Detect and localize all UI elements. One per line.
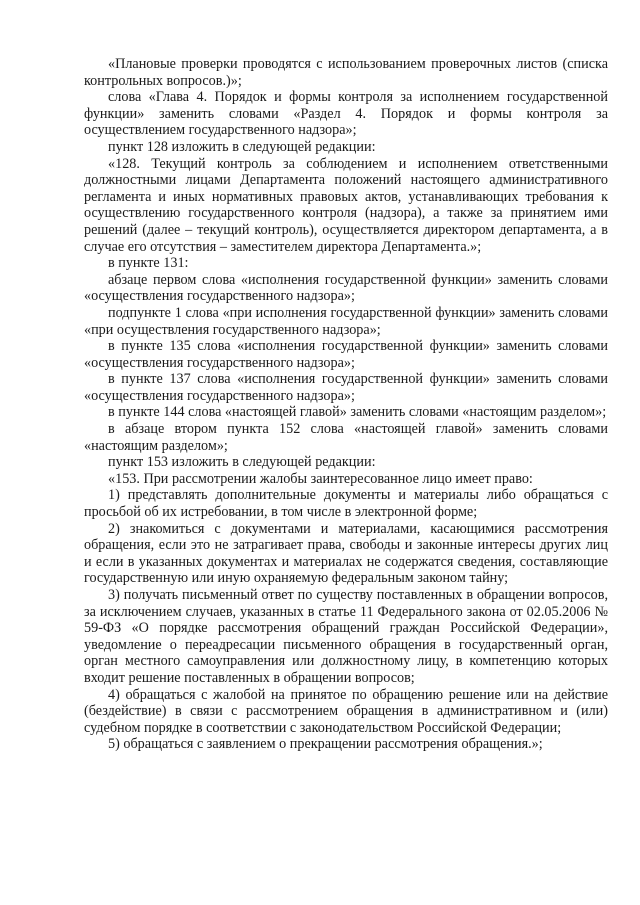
paragraph-point-128-intro: пункт 128 изложить в следующей редакции: <box>108 138 376 155</box>
paragraph-point-152: в абзаце втором пункта 152 слова «настоящей главой» заменить словами «настоящим разделом»; <box>84 421 608 454</box>
paragraph-point-131-intro: в пункте 131: <box>108 255 189 272</box>
list-item-1: 1) представлять дополнительные документы и материалы либо обращаться с просьбой об их истребовании, в том числе в электронной форме; <box>84 487 608 521</box>
paragraph-point-128-text: «128. Текущий контроль за соблюдением и исполнением ответственными должностными лицами Департамента положений настоящего административного регламента и иных нормативных правовых актов, устанавливающих требования к осуществлению государственного контроля (надзора), а также за принятием ими решений (далее – текущий контроль), осуществляется директором департамента, а в случае его отсутствия – заместителем директора Департамента.»; <box>84 155 608 255</box>
list-item-2: 2) знакомиться с документами и материалами, касающимися рассмотрения обращения, если это не затрагивает права, свободы и законные интересы других лиц и если в указанных документах и материалах не содержатся сведения, составляющие государственную или иную охраняемую федеральным законом тайну; <box>84 520 608 587</box>
paragraph-point-131-first: абзаце первом слова «исполнения государственной функции» заменить словами «осуществления государственного надзора»; <box>84 271 608 305</box>
paragraph-planned-inspections: «Плановые проверки проводятся с использованием проверочных листов (списка контрольных вопросов.)»; <box>84 56 608 89</box>
list-item-4: 4) обращаться с жалобой на принятое по обращению решение или на действие (бездействие) в связи с рассмотрением обращения в административном и (или) судебном порядке в соответствии с законодательством Российской Федерации; <box>84 686 608 736</box>
paragraph-point-153-intro: пункт 153 изложить в следующей редакции: <box>108 454 376 471</box>
paragraph-point-135: в пункте 135 слова «исполнения государственной функции» заменить словами «осуществления государственного надзора»; <box>84 338 608 371</box>
paragraph-point-153-text: «153. При рассмотрении жалобы заинтересованное лицо имеет право: <box>108 470 533 487</box>
list-item-3: 3) получать письменный ответ по существу поставленных в обращении вопросов, за исключением случаев, указанных в статье 11 Федерального закона от 02.05.2006 № 59-ФЗ «О порядке рассмотрения обращений граждан Российской Федерации», уведомление о переадресации письменного обращения в государственный орган, орган местного самоуправления или должностному лицу, в компетенцию которых входит решение поставленных в обращении вопросов; <box>84 587 608 686</box>
paragraph-chapter-4-title: слова «Глава 4. Порядок и формы контроля за исполнением государственной функции» заменить словами «Раздел 4. Порядок и формы контроля за осуществлением государственного надзора»; <box>84 89 608 139</box>
paragraph-point-137: в пункте 137 слова «исполнения государственной функции» заменить словами «осуществления государственного надзора»; <box>84 371 608 404</box>
paragraph-point-144: в пункте 144 слова «настоящей главой» заменить словами «настоящим разделом»; <box>108 404 607 421</box>
paragraph-point-131-sub-1: подпункте 1 слова «при исполнения государственной функции» заменить словами «при осуществления государственного надзора»; <box>84 304 608 338</box>
list-item-5: 5) обращаться с заявлением о прекращении рассмотрения обращения.»; <box>108 736 543 753</box>
document-body <box>84 56 608 753</box>
